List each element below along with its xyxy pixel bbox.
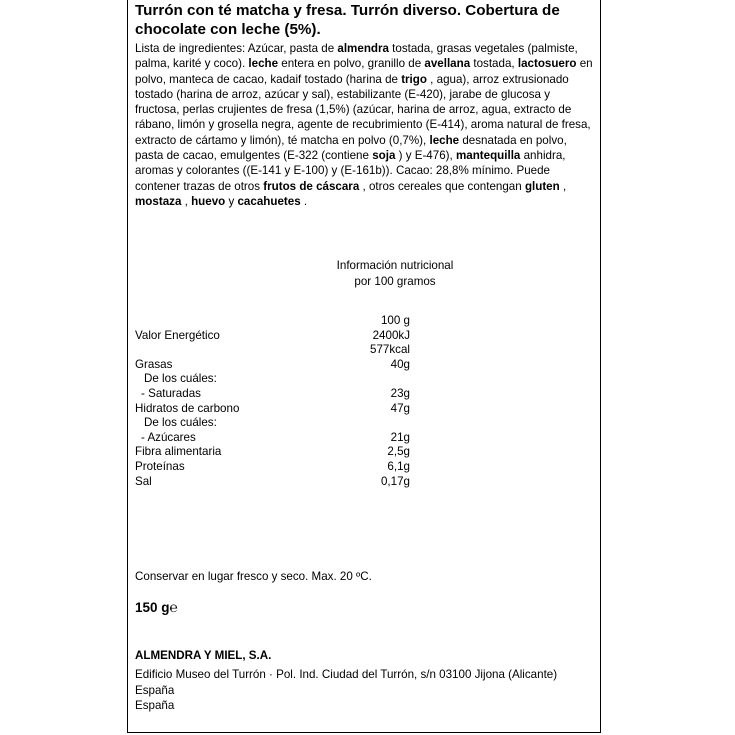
ingredient-text: desnatada en polvo, pasta de cacao, emulgentes (E-322 (contiene xyxy=(135,133,567,163)
product-title: Turrón con té matcha y fresa. Turrón diverso. Cobertura de chocolate con leche (5%). xyxy=(135,2,560,38)
allergen-text: lactosuero xyxy=(517,57,577,71)
nutrient-label: De los cuáles: xyxy=(144,372,217,386)
allergen-text: soja xyxy=(372,149,396,163)
ingredient-text: , agua), arroz extrusionado tostado (harina de arroz, azúcar y sal), estabilizante (E-420), jarabe de glucosa y fructosa, perlas crujientes de fresa (1,5%) (azúcar, harina de arroz, agua, extracto de rábano, limón y grosella negra, agente de recubrimiento (E-414), aroma natural de fresa, extracto de cártamo y limón), té matcha en polvo (0,7%), xyxy=(135,72,591,147)
ingredient-text: y xyxy=(225,194,238,208)
ingredients-list xyxy=(135,41,597,209)
ingredient-text: , otros cereales que contengan xyxy=(359,179,525,193)
allergen-text: mantequilla xyxy=(455,149,521,163)
nutrition-row xyxy=(135,387,465,402)
nutrient-label: Hidratos de carbono xyxy=(135,401,240,415)
ingredient-text: ) y E-476), xyxy=(395,149,456,163)
allergen-text: gluten xyxy=(524,179,560,193)
estimated-sign-icon: ℮ xyxy=(169,599,178,615)
allergen-text: huevo xyxy=(191,194,226,208)
nutrition-row xyxy=(135,329,465,344)
nutrient-value: 23g xyxy=(390,386,410,400)
company-address-block xyxy=(135,667,557,714)
allergen-text: almendra xyxy=(337,42,389,55)
net-weight-value: 150 g xyxy=(135,600,170,615)
ingredient-text: anhidra, aromas y colorantes ((E-141 y E-100) y (E-161b)). Cacao: 28,8% mínimo. Puede contener trazas de otros xyxy=(135,149,566,193)
nutrient-value: 2400kJ xyxy=(372,328,410,342)
company-name: ALMENDRA Y MIEL, S.A. xyxy=(135,649,272,662)
ingredient-text: , xyxy=(181,194,192,208)
ingredient-text: entera en polvo, granillo de xyxy=(278,57,425,71)
company-country: España xyxy=(135,683,175,697)
nutrition-row xyxy=(135,460,465,475)
nutrition-row xyxy=(135,314,465,329)
ingredient-text: en polvo, manteca de cacao, kadaif tostado (harina de xyxy=(135,57,593,86)
nutrient-value: 2,5g xyxy=(387,445,410,459)
ingredient-text: . xyxy=(300,194,308,208)
nutrition-heading-line1: Información nutricional xyxy=(336,259,454,272)
nutrition-row xyxy=(135,431,465,446)
nutrition-row xyxy=(135,343,465,358)
nutrition-row xyxy=(135,475,465,490)
ingredient-text: tostada, grasas vegetales (palmiste, palma, karité y coco). xyxy=(135,42,578,71)
nutrition-row xyxy=(135,372,465,387)
nutrition-heading xyxy=(320,258,470,289)
nutrition-row xyxy=(135,416,465,431)
nutrition-row xyxy=(135,445,465,460)
nutrition-table xyxy=(135,314,465,489)
company-country: España xyxy=(135,699,175,712)
allergen-text: cacahuetes xyxy=(237,194,301,208)
nutrient-value: 47g xyxy=(390,401,410,415)
nutrient-value: 0,17g xyxy=(380,474,410,488)
nutrient-label: - Azúcares xyxy=(141,430,196,444)
nutrition-heading-line2: por 100 gramos xyxy=(354,274,436,288)
ingredient-text: Lista de ingredientes: Azúcar, pasta de xyxy=(135,42,338,55)
allergen-text: leche xyxy=(429,133,460,147)
nutrient-label: Grasas xyxy=(135,357,173,371)
nutrient-value: 40g xyxy=(390,357,410,371)
allergen-text: avellana xyxy=(424,57,471,71)
nutrient-label: - Saturadas xyxy=(141,386,201,400)
nutrient-label: De los cuáles: xyxy=(144,416,217,430)
ingredient-text: , xyxy=(559,179,567,193)
nutrient-value: 577kcal xyxy=(370,343,410,357)
allergen-text: trigo xyxy=(401,72,427,86)
nutrient-value: 100 g xyxy=(380,314,410,327)
nutrient-value: 21g xyxy=(390,430,410,444)
nutrient-label: Sal xyxy=(135,474,152,488)
nutrition-row xyxy=(135,402,465,417)
net-weight xyxy=(135,599,178,615)
nutrient-label: Valor Energético xyxy=(135,328,220,342)
nutrient-label: Proteínas xyxy=(135,459,185,473)
allergen-text: leche xyxy=(248,57,279,71)
allergen-text: mostaza xyxy=(135,194,182,208)
ingredient-text: tostada, xyxy=(470,57,518,71)
company-address: Edificio Museo del Turrón · Pol. Ind. Ciudad del Turrón, s/n 03100 Jijona (Alicante) xyxy=(135,668,558,681)
allergen-text: frutos de cáscara xyxy=(263,179,360,193)
storage-instructions: Conservar en lugar fresco y seco. Max. 20 ºC. xyxy=(135,570,372,583)
nutrient-value: 6,1g xyxy=(387,459,410,473)
nutrient-label: Fibra alimentaria xyxy=(135,445,222,459)
nutrition-row xyxy=(135,358,465,373)
